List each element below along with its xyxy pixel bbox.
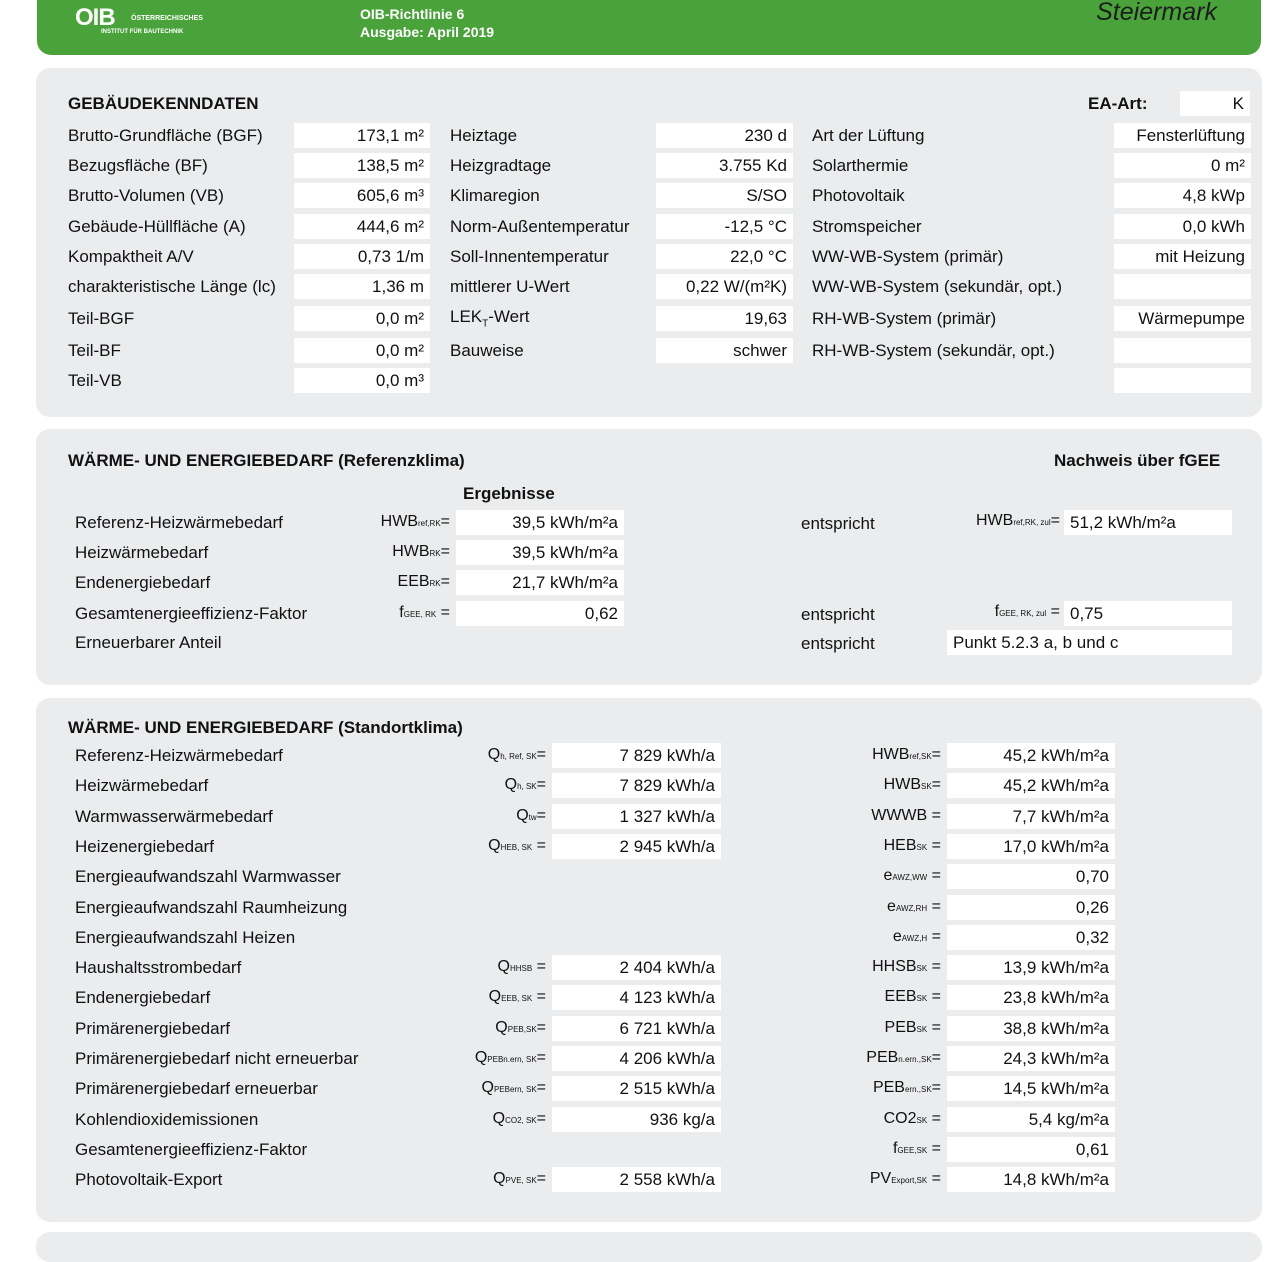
standort-label: Endenergiebedarf	[75, 988, 211, 1008]
q-symbol	[416, 1019, 546, 1037]
kenndaten-label: Norm-Außentemperatur	[450, 217, 630, 236]
kenndaten-value: Wärmepumpe	[1114, 306, 1251, 331]
symbol: Q	[488, 836, 501, 854]
equals: =	[927, 1109, 941, 1127]
kenndaten-label: Teil-VB	[68, 371, 122, 390]
spec-symbol	[796, 837, 941, 855]
kenndaten-value: 0,22 W/(m²K)	[656, 274, 793, 299]
equals: =	[927, 958, 941, 976]
spec-symbol	[796, 1170, 941, 1188]
spec-symbol	[796, 1140, 941, 1158]
symbol: HWB	[975, 512, 1014, 529]
standort-label: Primärenergiebedarf nicht erneuerbar	[75, 1049, 359, 1068]
lek-sub: T	[482, 318, 489, 330]
kenndaten-value: 605,6 m³	[294, 183, 430, 208]
equals: =	[536, 746, 546, 763]
kenndaten-value: 0,73 1/m	[294, 244, 430, 269]
equals: =	[536, 776, 546, 794]
symbol-subscript: PEB,SK	[507, 1024, 537, 1034]
equals: =	[1046, 603, 1060, 620]
standort-label: Energieaufwandszahl Warmwasser	[75, 867, 341, 887]
kenndaten-value: schwer	[656, 338, 793, 363]
symbol: e	[883, 867, 893, 885]
equals: =	[931, 746, 941, 763]
kenndaten-label: Bauweise	[450, 341, 524, 360]
ea-art-label: EA-Art:	[1088, 94, 1148, 113]
symbol: Q	[497, 958, 510, 976]
equals: =	[532, 836, 546, 854]
equals: =	[931, 1079, 941, 1097]
standort-label: Warmwasserwärmebedarf	[75, 806, 273, 826]
symbol: HWB	[392, 543, 430, 560]
symbol: PV	[869, 1170, 892, 1188]
spec-symbol	[796, 928, 941, 946]
equals: =	[927, 927, 941, 945]
symbol: WWWB	[871, 806, 928, 824]
kenndaten-value: 138,5 m²	[294, 153, 430, 178]
symbol: Q	[492, 1109, 506, 1127]
referenz-value: 21,7 kWh/m²a	[456, 570, 624, 595]
lek-suffix: -Wert	[488, 307, 530, 326]
standort-label: Heizenergiebedarf	[75, 836, 214, 856]
symbol-subscript: SK	[916, 994, 928, 1004]
kenndaten-value: 19,63	[656, 306, 793, 331]
kenndaten-value: 0,0 m³	[294, 368, 430, 393]
symbol-subscript: AWZ,WW	[892, 873, 928, 883]
kenndaten-label	[450, 307, 530, 329]
q-symbol	[416, 746, 546, 764]
spec-symbol	[796, 746, 941, 764]
q-value: 1 327 kWh/a	[552, 804, 721, 829]
kenndaten-value: 3.755 Kd	[656, 153, 793, 178]
kenndaten-label: Art der Lüftung	[812, 126, 925, 145]
q-value: 6 721 kWh/a	[552, 1016, 721, 1041]
standort-label: Gesamtenergieeffizienz-Faktor	[75, 1139, 308, 1159]
equals: =	[927, 988, 941, 1006]
kenndaten-value: 444,6 m²	[294, 214, 430, 239]
referenz-label: Endenergiebedarf	[75, 573, 211, 592]
symbol-subscript: SK	[916, 964, 928, 974]
symbol: Q	[493, 1170, 506, 1188]
kenndaten-value: Fensterlüftung	[1114, 123, 1251, 148]
q-value: 2 945 kWh/a	[552, 834, 721, 859]
kenndaten-value: 230 d	[656, 123, 793, 148]
symbol-subscript: n.ern.,SK	[898, 1055, 932, 1064]
zul-symbol	[916, 512, 1060, 530]
kenndaten-value: 0,0 kWh	[1114, 214, 1251, 239]
spec-value: 45,2 kWh/m²a	[947, 743, 1115, 768]
symbol: f	[994, 603, 1000, 620]
symbol-subscript: SK	[920, 782, 932, 792]
q-value: 2 515 kWh/a	[552, 1076, 721, 1101]
logo-text: OIB	[75, 4, 115, 31]
symbol-subscript: PVE, SK	[505, 1176, 537, 1186]
spec-value: 14,8 kWh/m²a	[947, 1167, 1115, 1192]
spec-symbol	[796, 1019, 941, 1037]
symbol-subscript: SK	[916, 1115, 928, 1125]
richtlinie-title: OIB-Richtlinie 6	[360, 6, 465, 22]
symbol: EEB	[884, 988, 917, 1006]
equals: =	[536, 1109, 546, 1127]
equals: =	[927, 836, 941, 854]
bundesland: Steiermark	[1096, 0, 1217, 26]
q-symbol	[416, 837, 546, 855]
symbol-subscript: SK	[916, 1024, 928, 1034]
kenndaten-value	[1114, 274, 1251, 299]
spec-value: 0,70	[947, 864, 1115, 889]
q-value: 7 829 kWh/a	[552, 743, 721, 768]
symbol: e	[892, 927, 902, 945]
q-value: 4 206 kWh/a	[552, 1046, 721, 1071]
q-value: 4 123 kWh/a	[552, 985, 721, 1010]
symbol: HEB	[883, 836, 917, 854]
next-panel-edge	[36, 1232, 1262, 1262]
q-symbol	[416, 958, 546, 976]
q-value: 7 829 kWh/a	[552, 773, 721, 798]
q-symbol	[416, 807, 546, 825]
equals: =	[536, 1079, 546, 1097]
spec-value: 38,8 kWh/m²a	[947, 1016, 1115, 1041]
spec-symbol	[796, 807, 941, 825]
equals: =	[927, 1170, 941, 1188]
spec-symbol	[796, 898, 941, 916]
kenndaten-label: Teil-BF	[68, 341, 121, 360]
entspricht-label: entspricht	[801, 514, 875, 533]
symbol-subscript: ref,RK	[417, 519, 441, 528]
ea-art-value: K	[1180, 91, 1250, 116]
equals: =	[436, 604, 450, 621]
symbol: f	[892, 1139, 898, 1157]
q-symbol	[416, 988, 546, 1006]
symbol-subscript: PEBn.ern, SK	[487, 1055, 537, 1064]
zul-value: 0,75	[1064, 601, 1232, 626]
kenndaten-label: Klimaregion	[450, 186, 540, 205]
kenndaten-value: -12,5 °C	[656, 214, 793, 239]
symbol-subscript: RK	[429, 579, 441, 588]
spec-value: 23,8 kWh/m²a	[947, 985, 1115, 1010]
symbol-subscript: tw	[528, 812, 537, 822]
spec-value: 14,5 kWh/m²a	[947, 1076, 1115, 1101]
symbol: Q	[495, 1018, 508, 1036]
q-value: 2 404 kWh/a	[552, 955, 721, 980]
referenz-value: 0,62	[456, 601, 624, 626]
richtlinie-info	[360, 5, 494, 41]
standort-label: Haushaltsstrombedarf	[75, 958, 242, 978]
symbol-subscript: GEE, RK	[403, 610, 437, 619]
standort-label: Referenz-Heizwärmebedarf	[75, 746, 283, 765]
equals: =	[536, 1049, 546, 1066]
section-title: GEBÄUDEKENNDATEN	[68, 94, 259, 113]
kenndaten-label: Solarthermie	[812, 156, 909, 175]
symbol: Q	[474, 1049, 488, 1066]
q-value: 2 558 kWh/a	[552, 1167, 721, 1192]
equals: =	[927, 1018, 941, 1036]
q-symbol	[416, 776, 546, 794]
symbol-subscript: h, Ref, SK	[500, 752, 537, 761]
spec-value: 17,0 kWh/m²a	[947, 834, 1115, 859]
section-title: WÄRME- UND ENERGIEBEDARF (Standortklima)	[68, 718, 463, 737]
kenndaten-value: 1,36 m	[294, 274, 430, 299]
zul-value: 51,2 kWh/m²a	[1064, 510, 1232, 535]
kenndaten-label: Brutto-Volumen (VB)	[68, 186, 224, 205]
symbol-subscript: AWZ,H	[901, 933, 928, 943]
symbol-subscript: EEB, SK	[501, 994, 533, 1004]
symbol-subscript: AWZ,RH	[895, 903, 928, 913]
kenndaten-value	[1114, 338, 1251, 363]
referenz-symbol	[336, 604, 450, 622]
symbol-subscript: ref,RK, zul	[1013, 518, 1051, 527]
symbol: Q	[487, 746, 501, 763]
symbol-subscript: ref,SK	[909, 752, 932, 761]
nachweis-label: Nachweis über fGEE	[1054, 451, 1221, 470]
symbol: Q	[488, 988, 502, 1006]
equals: =	[927, 897, 941, 915]
equals: =	[440, 573, 450, 590]
kenndaten-value: mit Heizung	[1114, 244, 1251, 269]
q-symbol	[416, 1110, 546, 1128]
equals: =	[440, 543, 450, 560]
symbol-subscript: ern.,SK	[904, 1085, 932, 1095]
referenz-value: 39,5 kWh/m²a	[456, 510, 624, 535]
spec-value: 5,4 kg/m²a	[947, 1107, 1115, 1132]
lek-label: LEK	[450, 307, 483, 326]
symbol-subscript: HEB, SK	[500, 842, 533, 852]
symbol: PEB	[872, 1079, 905, 1097]
spec-value: 0,61	[947, 1137, 1115, 1162]
referenz-symbol	[336, 513, 450, 531]
spec-symbol	[796, 1110, 941, 1128]
entspricht-label: entspricht	[801, 605, 875, 624]
equals: =	[1050, 512, 1060, 529]
symbol-subscript: PEBern, SK	[493, 1085, 537, 1095]
symbol-subscript: CO2, SK	[505, 1115, 537, 1125]
spec-symbol	[796, 988, 941, 1006]
equals: =	[440, 513, 450, 530]
q-symbol	[416, 1049, 546, 1067]
gebaeudekenndaten-panel	[36, 68, 1262, 417]
equals: =	[532, 988, 546, 1006]
symbol: Q	[504, 776, 518, 794]
referenz-value: 39,5 kWh/m²a	[456, 540, 624, 565]
kenndaten-value: 0,0 m²	[294, 338, 430, 363]
kenndaten-label: WW-WB-System (primär)	[812, 247, 1004, 266]
standort-label: Primärenergiebedarf erneuerbar	[75, 1079, 318, 1099]
symbol: EEB	[397, 573, 430, 590]
spec-value: 7,7 kWh/m²a	[947, 804, 1115, 829]
spec-value: 13,9 kWh/m²a	[947, 955, 1115, 980]
symbol-subscript: HHSB	[509, 964, 533, 974]
equals: =	[931, 1049, 941, 1066]
spec-value: 0,32	[947, 925, 1115, 950]
symbol: HWB	[380, 513, 418, 530]
symbol-subscript: SK	[916, 842, 928, 852]
kenndaten-label: Teil-BGF	[68, 309, 135, 328]
equals: =	[532, 958, 546, 976]
referenz-label: Gesamtenergieeffizienz-Faktor	[75, 604, 308, 623]
kenndaten-label: Heizgradtage	[450, 156, 552, 175]
symbol-subscript: GEE,SK	[897, 1145, 928, 1155]
equals: =	[927, 867, 941, 885]
header-bar	[37, 0, 1261, 55]
q-symbol	[416, 1079, 546, 1097]
spec-value: 24,3 kWh/m²a	[947, 1046, 1115, 1071]
q-value: 936 kg/a	[552, 1107, 721, 1132]
standort-label: Kohlendioxidemissionen	[75, 1109, 259, 1129]
zul-value: Punkt 5.2.3 a, b und c	[947, 630, 1232, 655]
standort-label: Energieaufwandszahl Raumheizung	[75, 897, 348, 917]
spec-symbol	[796, 867, 941, 885]
kenndaten-value: 4,8 kWp	[1114, 183, 1251, 208]
kenndaten-label: Bezugsfläche (BF)	[68, 156, 208, 175]
kenndaten-label: RH-WB-System (sekundär, opt.)	[812, 341, 1055, 360]
kenndaten-label: WW-WB-System (sekundär, opt.)	[812, 277, 1063, 296]
standort-label: Heizwärmebedarf	[75, 776, 209, 796]
equals: =	[931, 776, 941, 794]
q-symbol	[416, 1170, 546, 1188]
logo-line2: INSTITUT FÜR BAUTECHNIK	[101, 29, 184, 35]
referenz-label: Heizwärmebedarf	[75, 543, 209, 562]
standort-label: Photovoltaik-Export	[75, 1170, 223, 1190]
symbol: f	[399, 604, 404, 621]
entspricht-label: entspricht	[801, 634, 875, 653]
logo-line1: ÖSTERREICHISCHES	[131, 15, 203, 22]
kenndaten-label: charakteristische Länge (lc)	[68, 277, 276, 296]
referenz-symbol	[336, 573, 450, 591]
kenndaten-label: Gebäude-Hüllfläche (A)	[68, 217, 246, 236]
standort-label: Energieaufwandszahl Heizen	[75, 927, 296, 947]
standort-label: Primärenergiebedarf	[75, 1018, 230, 1038]
kenndaten-label: Heiztage	[450, 126, 518, 145]
kenndaten-label: mittlerer U-Wert	[450, 277, 570, 296]
spec-symbol	[796, 776, 941, 794]
standortklima-panel	[36, 698, 1262, 1222]
symbol-subscript: RK	[429, 549, 441, 558]
kenndaten-label: Brutto-Grundfläche (BGF)	[68, 126, 263, 145]
kenndaten-value: 173,1 m²	[294, 123, 430, 148]
equals: =	[536, 806, 546, 824]
spec-symbol	[796, 1079, 941, 1097]
spec-value: 45,2 kWh/m²a	[947, 773, 1115, 798]
kenndaten-value	[1114, 368, 1251, 393]
equals: =	[927, 806, 941, 824]
kenndaten-label: RH-WB-System (primär)	[812, 309, 997, 328]
spec-symbol	[796, 1049, 941, 1067]
referenzklima-panel	[36, 429, 1262, 685]
kenndaten-value: S/SO	[656, 183, 793, 208]
zul-symbol	[916, 603, 1060, 621]
kenndaten-label: Stromspeicher	[812, 217, 922, 236]
symbol: HWB	[872, 746, 910, 763]
kenndaten-label: Kompaktheit A/V	[68, 247, 194, 266]
section-title: WÄRME- UND ENERGIEBEDARF (Referenzklima)	[68, 451, 465, 470]
symbol-subscript: GEE, RK, zul	[999, 609, 1047, 618]
symbol: HHSB	[872, 958, 917, 976]
equals: =	[536, 1018, 546, 1036]
ausgabe-date: Ausgabe: April 2019	[360, 24, 495, 40]
symbol-subscript: h, SK	[517, 782, 537, 792]
kenndaten-label: Photovoltaik	[812, 186, 905, 205]
referenz-label: Erneuerbarer Anteil	[75, 633, 222, 652]
symbol: HWB	[883, 776, 921, 794]
spec-value: 0,26	[947, 895, 1115, 920]
kenndaten-value: 22,0 °C	[656, 244, 793, 269]
kenndaten-value: 0 m²	[1114, 153, 1251, 178]
equals: =	[927, 1139, 941, 1157]
equals: =	[536, 1170, 546, 1188]
referenz-symbol	[336, 543, 450, 561]
symbol-subscript: Export,SK	[891, 1176, 928, 1186]
symbol: e	[887, 897, 896, 915]
symbol: Q	[516, 806, 529, 824]
ergebnisse-header: Ergebnisse	[463, 484, 555, 503]
kenndaten-label: Soll-Innentemperatur	[450, 247, 609, 266]
symbol: CO2	[883, 1109, 917, 1127]
symbol: PEB	[866, 1049, 899, 1066]
symbol: Q	[481, 1079, 494, 1097]
referenz-label: Referenz-Heizwärmebedarf	[75, 513, 283, 532]
symbol: PEB	[884, 1018, 917, 1036]
spec-symbol	[796, 958, 941, 976]
kenndaten-value: 0,0 m²	[294, 306, 430, 331]
